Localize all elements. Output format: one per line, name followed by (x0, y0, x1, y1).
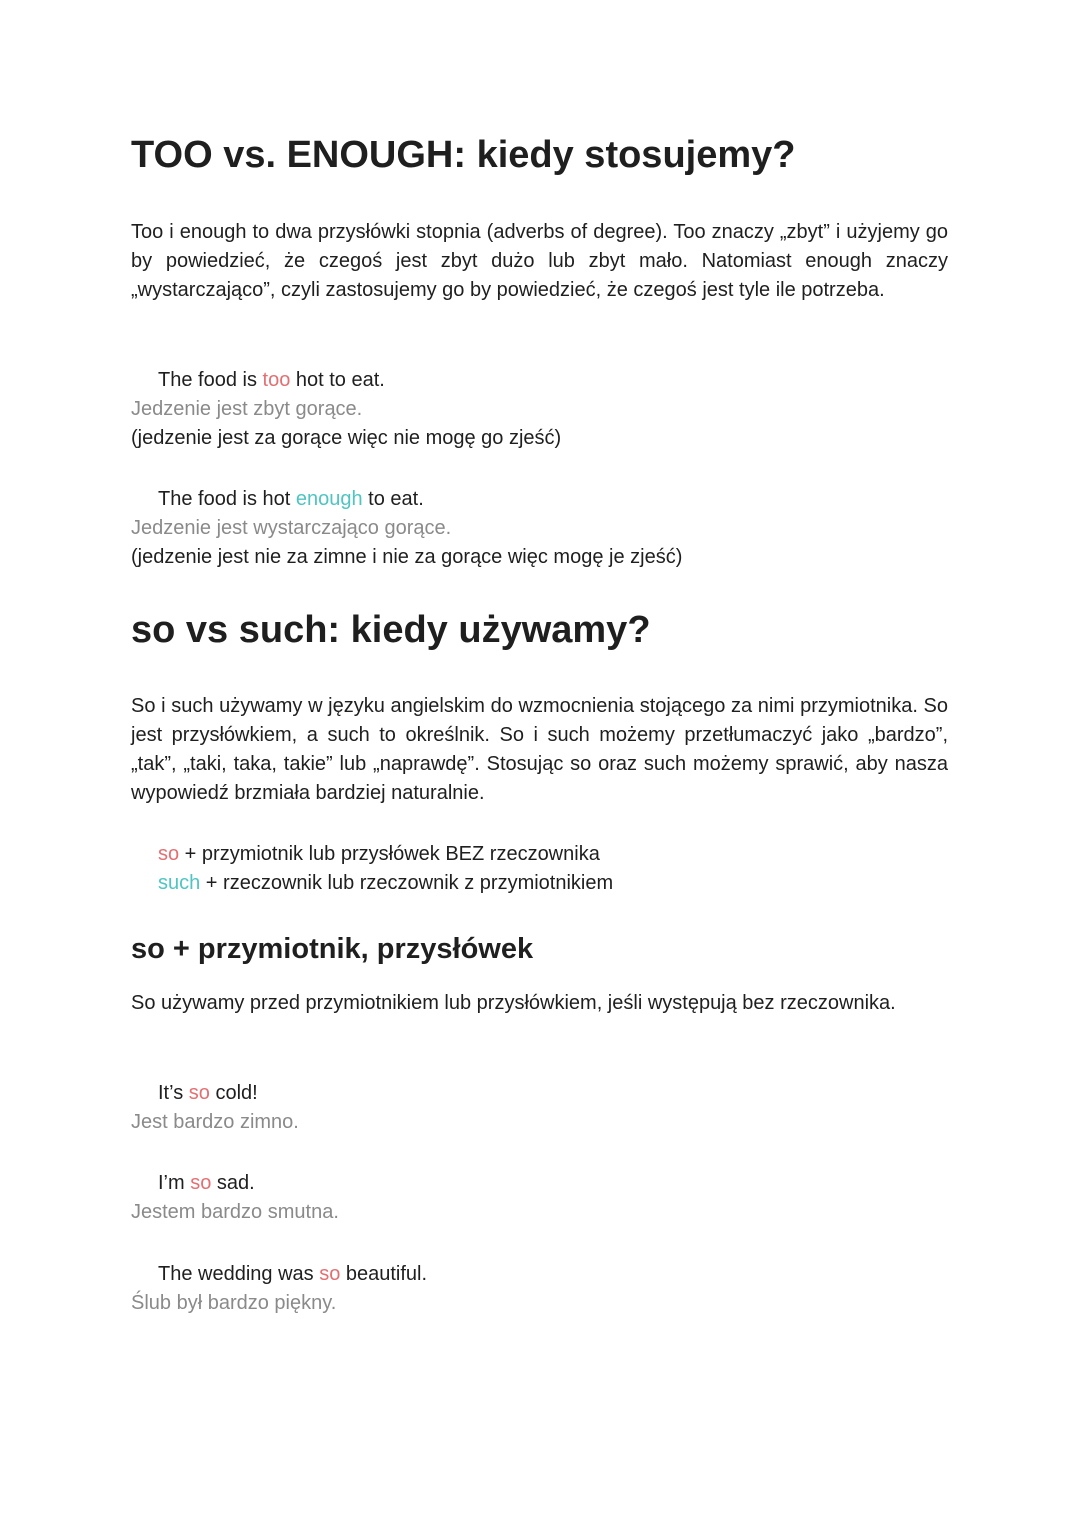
example-sentence-en: I’m so sad. (158, 1172, 255, 1194)
example-note: (jedzenie jest za gorące więc nie mogę go zjeść) (131, 427, 562, 449)
keyword-so: so (319, 1263, 341, 1285)
rule-such: such + rzeczownik lub rzeczownik z przymiotnikiem (158, 872, 614, 894)
keyword-such: such (158, 872, 201, 894)
keyword-so: so (188, 1082, 210, 1104)
keyword-so: so (190, 1172, 212, 1194)
keyword-enough: enough (295, 488, 363, 510)
example-so-sad (131, 1169, 948, 1227)
example-sentence-en: The wedding was so beautiful. (158, 1263, 428, 1285)
example-too (131, 366, 948, 453)
example-so-cold (131, 1079, 948, 1137)
example-sentence-en: The food is too hot to eat. (158, 369, 385, 391)
keyword-so: so (158, 843, 180, 865)
example-note: (jedzenie jest nie za zimne i nie za gorące więc mogę je zjeść) (131, 546, 683, 568)
subsection-title-so-adjective: so + przymiotnik, przysłówek (131, 933, 534, 965)
so-such-intro: So i such używamy w języku angielskim do wzmocnienia stojącego za nimi przymiotnika. So jest przysłówkiem, a such to określnik. So i such możemy przetłumaczyć jako „bardzo”, „tak”, „taki, taka, takie” lub „naprawdę”. Stosując so oraz such możemy sprawić, aby nasza wypowiedź brzmiała bardziej naturalnie. (131, 695, 948, 804)
example-translation: Ślub był bardzo piękny. (131, 1292, 337, 1314)
example-translation: Jedzenie jest zbyt gorące. (131, 398, 363, 420)
example-translation: Jestem bardzo smutna. (131, 1201, 339, 1223)
example-sentence-en: It’s so cold! (158, 1082, 258, 1104)
section-title-too-enough: TOO vs. ENOUGH: kiedy stosujemy? (131, 134, 796, 176)
example-sentence-en: The food is hot enough to eat. (158, 488, 424, 510)
so-such-rules (131, 840, 948, 898)
example-enough (131, 485, 948, 572)
example-translation: Jedzenie jest wystarczająco gorące. (131, 517, 452, 539)
keyword-too: too (262, 369, 291, 391)
section-title-so-such: so vs such: kiedy używamy? (131, 609, 651, 651)
example-so-beautiful (131, 1260, 948, 1318)
rule-so: so + przymiotnik lub przysłówek BEZ rzeczownika (158, 843, 600, 865)
too-enough-intro: Too i enough to dwa przysłówki stopnia (adverbs of degree). Too znaczy „zbyt” i użyjemy go by powiedzieć, że czegoś jest zbyt dużo lub zbyt mało. Natomiast enough znaczy „wystarczająco”, czyli zastosujemy go by powiedzieć, że czegoś jest tyle ile potrzeba. (131, 221, 948, 301)
so-adjective-intro: So używamy przed przymiotnikiem lub przysłówkiem, jeśli występują bez rzeczownika. (131, 992, 896, 1014)
example-translation: Jest bardzo zimno. (131, 1111, 299, 1133)
